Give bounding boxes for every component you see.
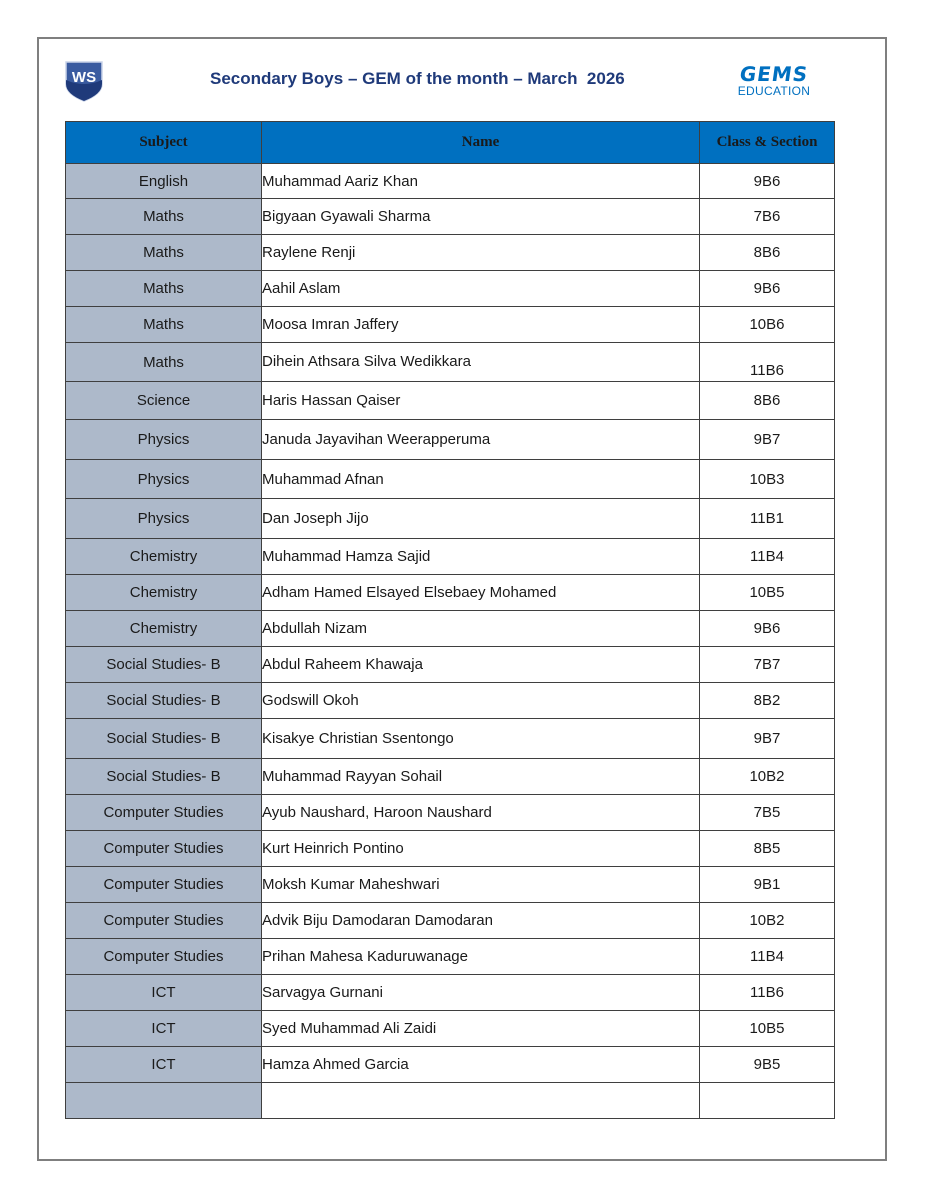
gems-education-logo (734, 64, 814, 98)
cell-class-section: 10B2 (700, 903, 835, 939)
cell-subject: Chemistry (66, 575, 262, 611)
cell-subject: Computer Studies (66, 903, 262, 939)
table-row (66, 719, 835, 759)
table-row (66, 611, 835, 647)
cell-class-section: 9B6 (700, 164, 835, 199)
cell-class-section: 9B6 (700, 271, 835, 307)
cell-name: Abdul Raheem Khawaja (262, 647, 700, 683)
col-header-subject: Subject (66, 122, 262, 164)
table-row (66, 420, 835, 460)
cell-subject: Science (66, 382, 262, 420)
cell-class-section: 7B6 (700, 199, 835, 235)
table-row (66, 164, 835, 199)
cell-subject: Maths (66, 343, 262, 382)
col-header-name: Name (262, 122, 700, 164)
cell-name: Moosa Imran Jaffery (262, 307, 700, 343)
table-row (66, 307, 835, 343)
cell-class-section: 11B1 (700, 499, 835, 539)
table-header-row (66, 122, 835, 164)
cell-name: Prihan Mahesa Kaduruwanage (262, 939, 700, 975)
cell-subject: ICT (66, 1011, 262, 1047)
cell-class-section: 7B7 (700, 647, 835, 683)
cell-name (262, 1083, 700, 1119)
table-row (66, 199, 835, 235)
cell-class-section: 8B6 (700, 382, 835, 420)
cell-name: Ayub Naushard, Haroon Naushard (262, 795, 700, 831)
gems-logo-word: GEMS (738, 62, 810, 86)
cell-name: Muhammad Rayyan Sohail (262, 759, 700, 795)
cell-subject: Physics (66, 460, 262, 499)
cell-class-section: 7B5 (700, 795, 835, 831)
cell-name: Sarvagya Gurnani (262, 975, 700, 1011)
cell-subject: Chemistry (66, 539, 262, 575)
cell-name: Hamza Ahmed Garcia (262, 1047, 700, 1083)
cell-subject: English (66, 164, 262, 199)
cell-class-section (700, 1083, 835, 1119)
cell-class-section: 10B3 (700, 460, 835, 499)
cell-class-section: 11B4 (700, 539, 835, 575)
cell-subject: Maths (66, 271, 262, 307)
cell-subject: Physics (66, 499, 262, 539)
table-row (66, 539, 835, 575)
table-row (66, 975, 835, 1011)
table-row (66, 903, 835, 939)
cell-subject: Social Studies- B (66, 683, 262, 719)
cell-name: Moksh Kumar Maheshwari (262, 867, 700, 903)
cell-class-section: 11B6 (700, 975, 835, 1011)
cell-name: Muhammad Hamza Sajid (262, 539, 700, 575)
cell-class-section: 11B4 (700, 939, 835, 975)
cell-name: Abdullah Nizam (262, 611, 700, 647)
table-row (66, 382, 835, 420)
cell-subject: Computer Studies (66, 831, 262, 867)
table-row (66, 759, 835, 795)
cell-subject: Social Studies- B (66, 719, 262, 759)
cell-class-section: 9B5 (700, 1047, 835, 1083)
cell-class-section: 9B7 (700, 719, 835, 759)
cell-name: Adham Hamed Elsayed Elsebaey Mohamed (262, 575, 700, 611)
cell-subject: Computer Studies (66, 795, 262, 831)
cell-class-section: 8B2 (700, 683, 835, 719)
table-row (66, 1083, 835, 1119)
cell-class-section: 10B5 (700, 575, 835, 611)
ws-school-logo (64, 60, 104, 102)
table-row (66, 795, 835, 831)
table-row (66, 460, 835, 499)
cell-name: Dihein Athsara Silva Wedikkara (262, 343, 700, 382)
cell-name: Dan Joseph Jijo (262, 499, 700, 539)
cell-subject: Physics (66, 420, 262, 460)
cell-subject: Social Studies- B (66, 759, 262, 795)
cell-name: Muhammad Aariz Khan (262, 164, 700, 199)
svg-text:WS: WS (71, 69, 97, 86)
cell-class-section: 8B6 (700, 235, 835, 271)
table-row (66, 1047, 835, 1083)
cell-name: Aahil Aslam (262, 271, 700, 307)
table-row (66, 867, 835, 903)
cell-class-section: 10B5 (700, 1011, 835, 1047)
table-body (66, 164, 835, 1119)
cell-subject: Maths (66, 235, 262, 271)
cell-subject: Chemistry (66, 611, 262, 647)
cell-subject: Computer Studies (66, 939, 262, 975)
table-row (66, 1011, 835, 1047)
cell-name: Bigyaan Gyawali Sharma (262, 199, 700, 235)
table-row (66, 647, 835, 683)
cell-name: Kurt Heinrich Pontino (262, 831, 700, 867)
table-row (66, 343, 835, 382)
cell-name: Raylene Renji (262, 235, 700, 271)
gem-of-month-table (65, 121, 835, 1119)
cell-class-section: 9B6 (700, 611, 835, 647)
cell-subject: Social Studies- B (66, 647, 262, 683)
cell-name: Januda Jayavihan Weerapperuma (262, 420, 700, 460)
table-row (66, 499, 835, 539)
cell-subject: ICT (66, 1047, 262, 1083)
table-row (66, 939, 835, 975)
table-row (66, 235, 835, 271)
cell-class-section: 9B7 (700, 420, 835, 460)
cell-class-section: 11B6 (700, 343, 835, 382)
cell-name: Syed Muhammad Ali Zaidi (262, 1011, 700, 1047)
cell-name: Kisakye Christian Ssentongo (262, 719, 700, 759)
cell-subject: Computer Studies (66, 867, 262, 903)
cell-subject: Maths (66, 307, 262, 343)
cell-class-section: 9B1 (700, 867, 835, 903)
cell-name: Haris Hassan Qaiser (262, 382, 700, 420)
cell-subject (66, 1083, 262, 1119)
cell-subject: Maths (66, 199, 262, 235)
page-title: Secondary Boys – GEM of the month – March 2026 (210, 69, 625, 88)
cell-class-section: 10B2 (700, 759, 835, 795)
col-header-class-section: Class & Section (700, 122, 835, 164)
cell-name: Muhammad Afnan (262, 460, 700, 499)
gems-logo-subtitle: EDUCATION (737, 84, 811, 98)
cell-name: Godswill Okoh (262, 683, 700, 719)
table-row (66, 271, 835, 307)
table-row (66, 683, 835, 719)
cell-class-section: 8B5 (700, 831, 835, 867)
cell-class-section: 10B6 (700, 307, 835, 343)
table-row (66, 831, 835, 867)
cell-name: Advik Biju Damodaran Damodaran (262, 903, 700, 939)
cell-subject: ICT (66, 975, 262, 1011)
table-row (66, 575, 835, 611)
